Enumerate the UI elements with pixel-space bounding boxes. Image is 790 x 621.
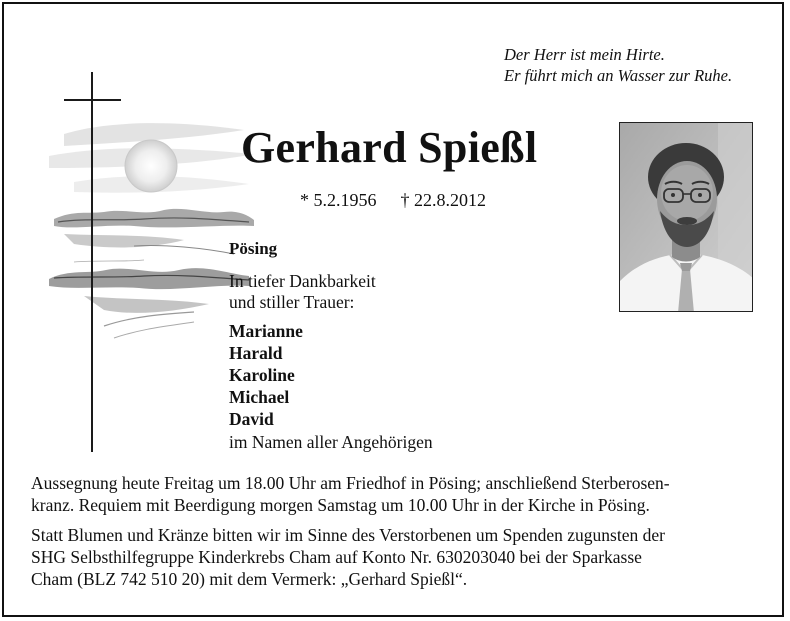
mourner-name: Harald <box>229 343 283 363</box>
service-line-1: Aussegnung heute Freitag um 18.00 Uhr am Friedhof in Pösing; anschließend Sterberosen- <box>31 473 670 493</box>
birth-date: * 5.2.1956 <box>300 190 377 210</box>
obituary-notice <box>2 2 784 617</box>
deceased-name: Gerhard Spießl <box>241 123 538 172</box>
death-date: † 22.8.2012 <box>400 190 486 210</box>
mourning-line-2: und stiller Trauer: <box>229 292 355 312</box>
donation-line-3: Cham (BLZ 742 510 20) mit dem Vermerk: „Gerhard Spießl“. <box>31 569 468 589</box>
donation-line-2: SHG Selbsthilfegruppe Kinderkrebs Cham auf Konto Nr. 630203040 bei der Sparkasse <box>31 547 642 567</box>
mourning-text <box>229 271 376 313</box>
hometown: Pösing <box>229 239 278 258</box>
bible-verse <box>504 44 732 86</box>
relatives-line: im Namen aller Angehörigen <box>229 432 433 452</box>
mourner-name: David <box>229 409 274 429</box>
bible-verse-line-2: Er führt mich an Wasser zur Ruhe. <box>504 66 733 85</box>
portrait-photo <box>619 122 753 312</box>
life-dates <box>300 188 486 212</box>
cross-landscape-illustration <box>44 64 254 454</box>
mourner-names <box>229 320 303 430</box>
portrait-image <box>620 123 753 312</box>
mourner-name: Michael <box>229 387 290 407</box>
service-line-2: kranz. Requiem mit Beerdigung morgen Samstag um 10.00 Uhr in der Kirche in Pösing. <box>31 495 650 515</box>
landscape-illustration <box>49 123 254 338</box>
mourner-name: Marianne <box>229 321 303 341</box>
funeral-service-info <box>31 472 773 516</box>
donation-info <box>31 524 773 590</box>
bible-verse-line-1: Der Herr ist mein Hirte. <box>504 45 665 64</box>
mourning-line-1: In tiefer Dankbarkeit <box>229 271 376 291</box>
donation-line-1: Statt Blumen und Kränze bitten wir im Sinne des Verstorbenen um Spenden zugunsten der <box>31 525 665 545</box>
mourner-name: Karoline <box>229 365 295 385</box>
